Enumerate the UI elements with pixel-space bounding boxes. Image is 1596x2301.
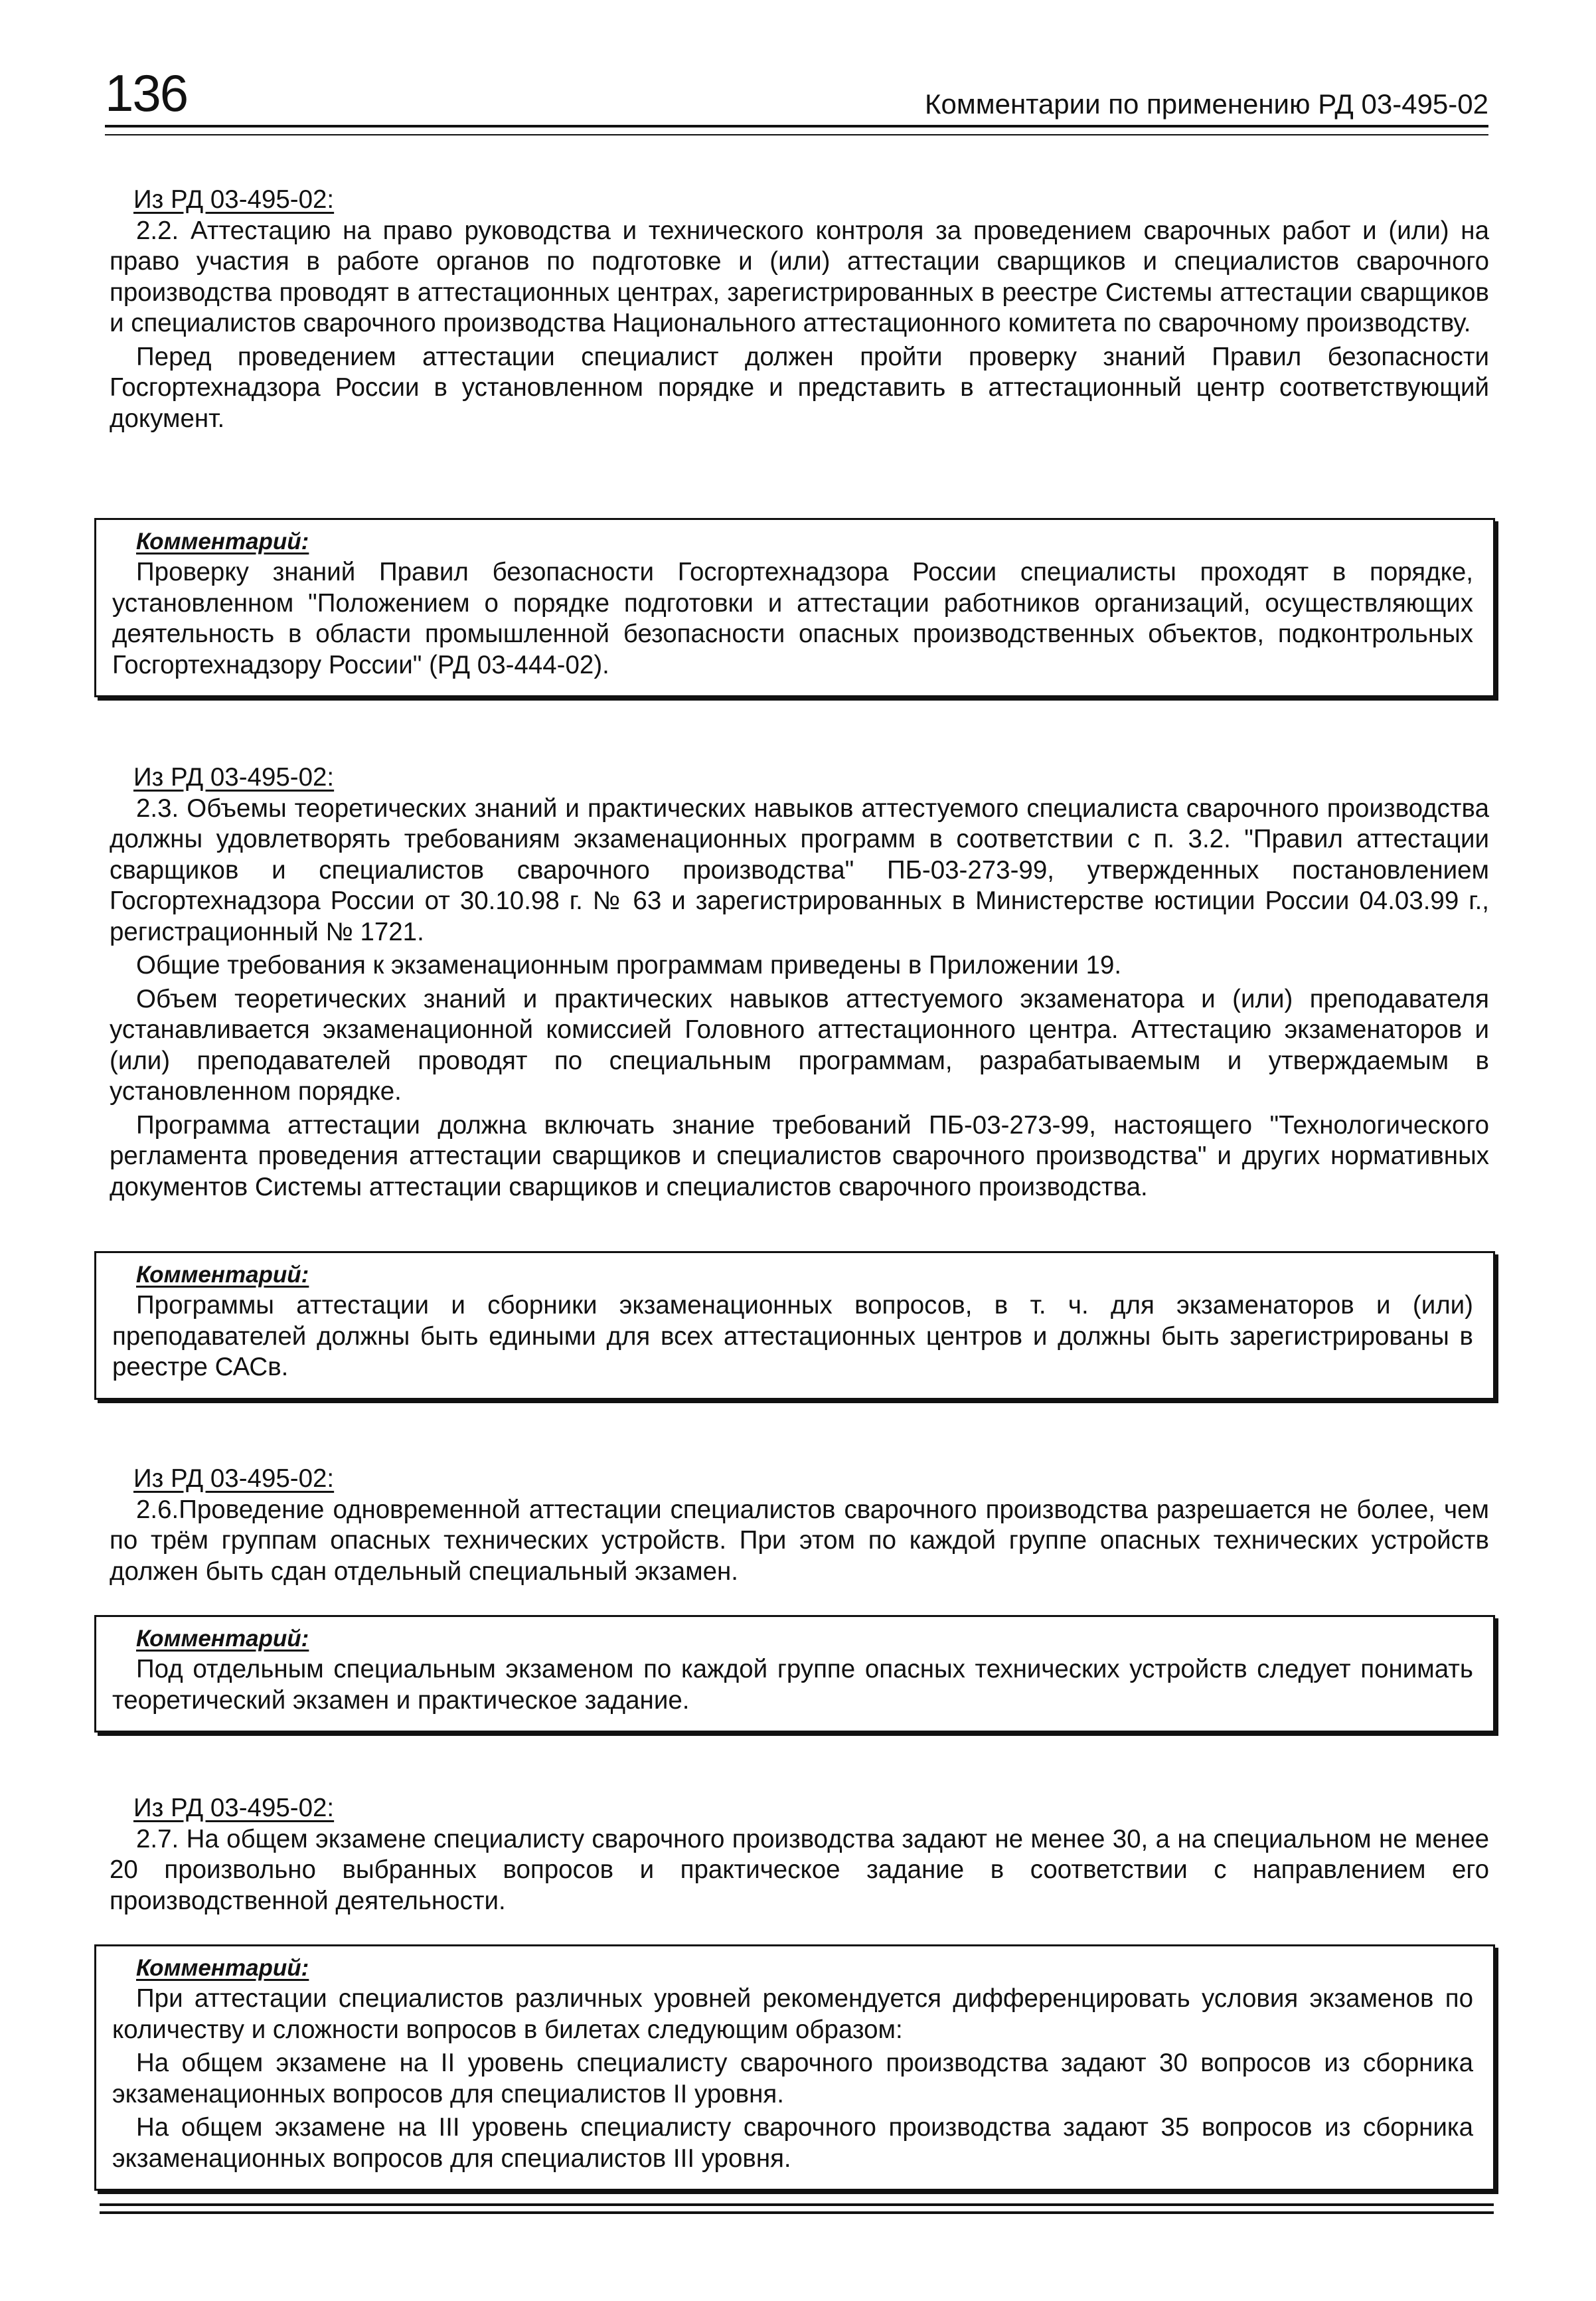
- source-reference: Из РД 03-495-02:: [133, 763, 335, 792]
- comment-paragraph: Программы аттестации и сборники экзаменационных вопросов, в т. ч. для экзаменаторов и (или) преподавателей должны быть едиными для всех аттестационных центров и должны быть зарегистрированы в реестре САСв.: [112, 1291, 1473, 1381]
- footer-rules: [100, 2203, 1494, 2219]
- paragraph: 2.3. Объемы теоретических знаний и практических навыков аттестуемого специалиста сварочного производства должны удовлетворять требованиям экзаменационных программ в соответствии с п. 3.2. "Правил аттестации сварщиков и специалистов сварочного производства" ПБ-03-273-99, утвержденных постановлением Госгортехнадзора России от 30.10.98 г. № 63 и зарегистрированных в Министерстве юстиции России 04.03.99 г., регистрационный № 1721.: [110, 794, 1489, 946]
- paragraph: Объем теоретических знаний и практических навыков аттестуемого экзаменатора и (или) преподавателя устанавливается экзаменационной комиссией Головного аттестационного центра. Аттестацию экзаменаторов и (или) преподавателей проводят по специальным программам, разрабатываемым и утверждаемым в установленном порядке.: [110, 984, 1489, 1106]
- page-number: 136: [105, 64, 188, 122]
- paragraph: Перед проведением аттестации специалист должен пройти проверку знаний Правил безопасности Госгортехнадзора России в установленном порядке и представить в аттестационный центр соответствующий документ.: [110, 342, 1489, 433]
- comment-box-1: [94, 518, 1495, 697]
- comment-paragraph: На общем экзамене на II уровень специалисту сварочного производства задают 30 вопросов из сборника экзаменационных вопросов для специалистов II уровня.: [112, 2049, 1473, 2108]
- comment-box-4: [94, 1944, 1495, 2191]
- comment-label: Комментарий:: [136, 1626, 309, 1652]
- comment-label: Комментарий:: [136, 1262, 309, 1288]
- regulation-excerpt-2: [110, 762, 1489, 1205]
- source-reference: Из РД 03-495-02:: [133, 1794, 335, 1822]
- comment-paragraph: При аттестации специалистов различных уровней рекомендуется дифференцировать условия экзаменов по количеству и сложности вопросов в билетах следующим образом:: [112, 1984, 1473, 2044]
- page-header: [105, 61, 1488, 125]
- comment-label: Комментарий:: [136, 529, 309, 554]
- comment-box-3: [94, 1615, 1495, 1733]
- header-rule-thin: [105, 134, 1488, 135]
- source-reference: Из РД 03-495-02:: [133, 185, 335, 214]
- regulation-excerpt-3: [110, 1464, 1489, 1590]
- paragraph: 2.6.Проведение одновременной аттестации специалистов сварочного производства разрешается не более, чем по трём группам опасных технических устройств. При этом по каждой группе опасных технических устройств должен быть сдан отдельный специальный экзамен.: [110, 1495, 1489, 1586]
- comment-paragraph: Под отдельным специальным экзаменом по каждой группе опасных технических устройств следует понимать теоретический экзамен и практическое задание.: [112, 1655, 1473, 1715]
- regulation-excerpt-1: [110, 185, 1489, 437]
- paragraph: Общие требования к экзаменационным программам приведены в Приложении 19.: [136, 951, 1122, 980]
- comment-label: Комментарий:: [136, 1955, 309, 1981]
- paragraph: Программа аттестации должна включать знание требований ПБ-03-273-99, настоящего "Технологического регламента проведения аттестации сварщиков и специалистов сварочного производства" и других нормативных документов Системы аттестации сварщиков и специалистов сварочного производства.: [110, 1110, 1489, 1201]
- paragraph: 2.2. Аттестацию на право руководства и технического контроля за проведением сварочных работ и (или) на право участия в работе органов по подготовке и (или) аттестации сварщиков и специалистов сварочного производства проводят в аттестационных центрах, зарегистрированных в реестре Системы аттестации сварщиков и специалистов сварочного производства Национального аттестационного комитета по сварочному производству.: [110, 216, 1489, 337]
- source-reference: Из РД 03-495-02:: [133, 1464, 335, 1493]
- footer-rule: [100, 2203, 1494, 2206]
- comment-paragraph: На общем экзамене на III уровень специалисту сварочного производства задают 35 вопросов из сборника экзаменационных вопросов для специалистов III уровня.: [112, 2113, 1473, 2173]
- paragraph: 2.7. На общем экзамене специалисту сварочного производства задают не менее 30, а на специальном не менее 20 произвольно выбранных вопросов и практическое задание в соответствии с направлением его производственной деятельности.: [110, 1824, 1489, 1915]
- comment-box-2: [94, 1251, 1495, 1400]
- comment-paragraph: Проверку знаний Правил безопасности Госгортехнадзора России специалисты проходят в порядке, установленном "Положением о порядке подготовки и аттестации работников организаций, осуществляющих деятельность в области промышленной безопасности опасных производственных объектов, подконтрольных Госгортехнадзору России" (РД 03-444-02).: [112, 558, 1473, 679]
- running-title: Комментарии по применению РД 03-495-02: [925, 88, 1488, 120]
- header-rule-thick: [105, 125, 1488, 128]
- footer-rule: [100, 2211, 1494, 2214]
- regulation-excerpt-4: [110, 1793, 1489, 1919]
